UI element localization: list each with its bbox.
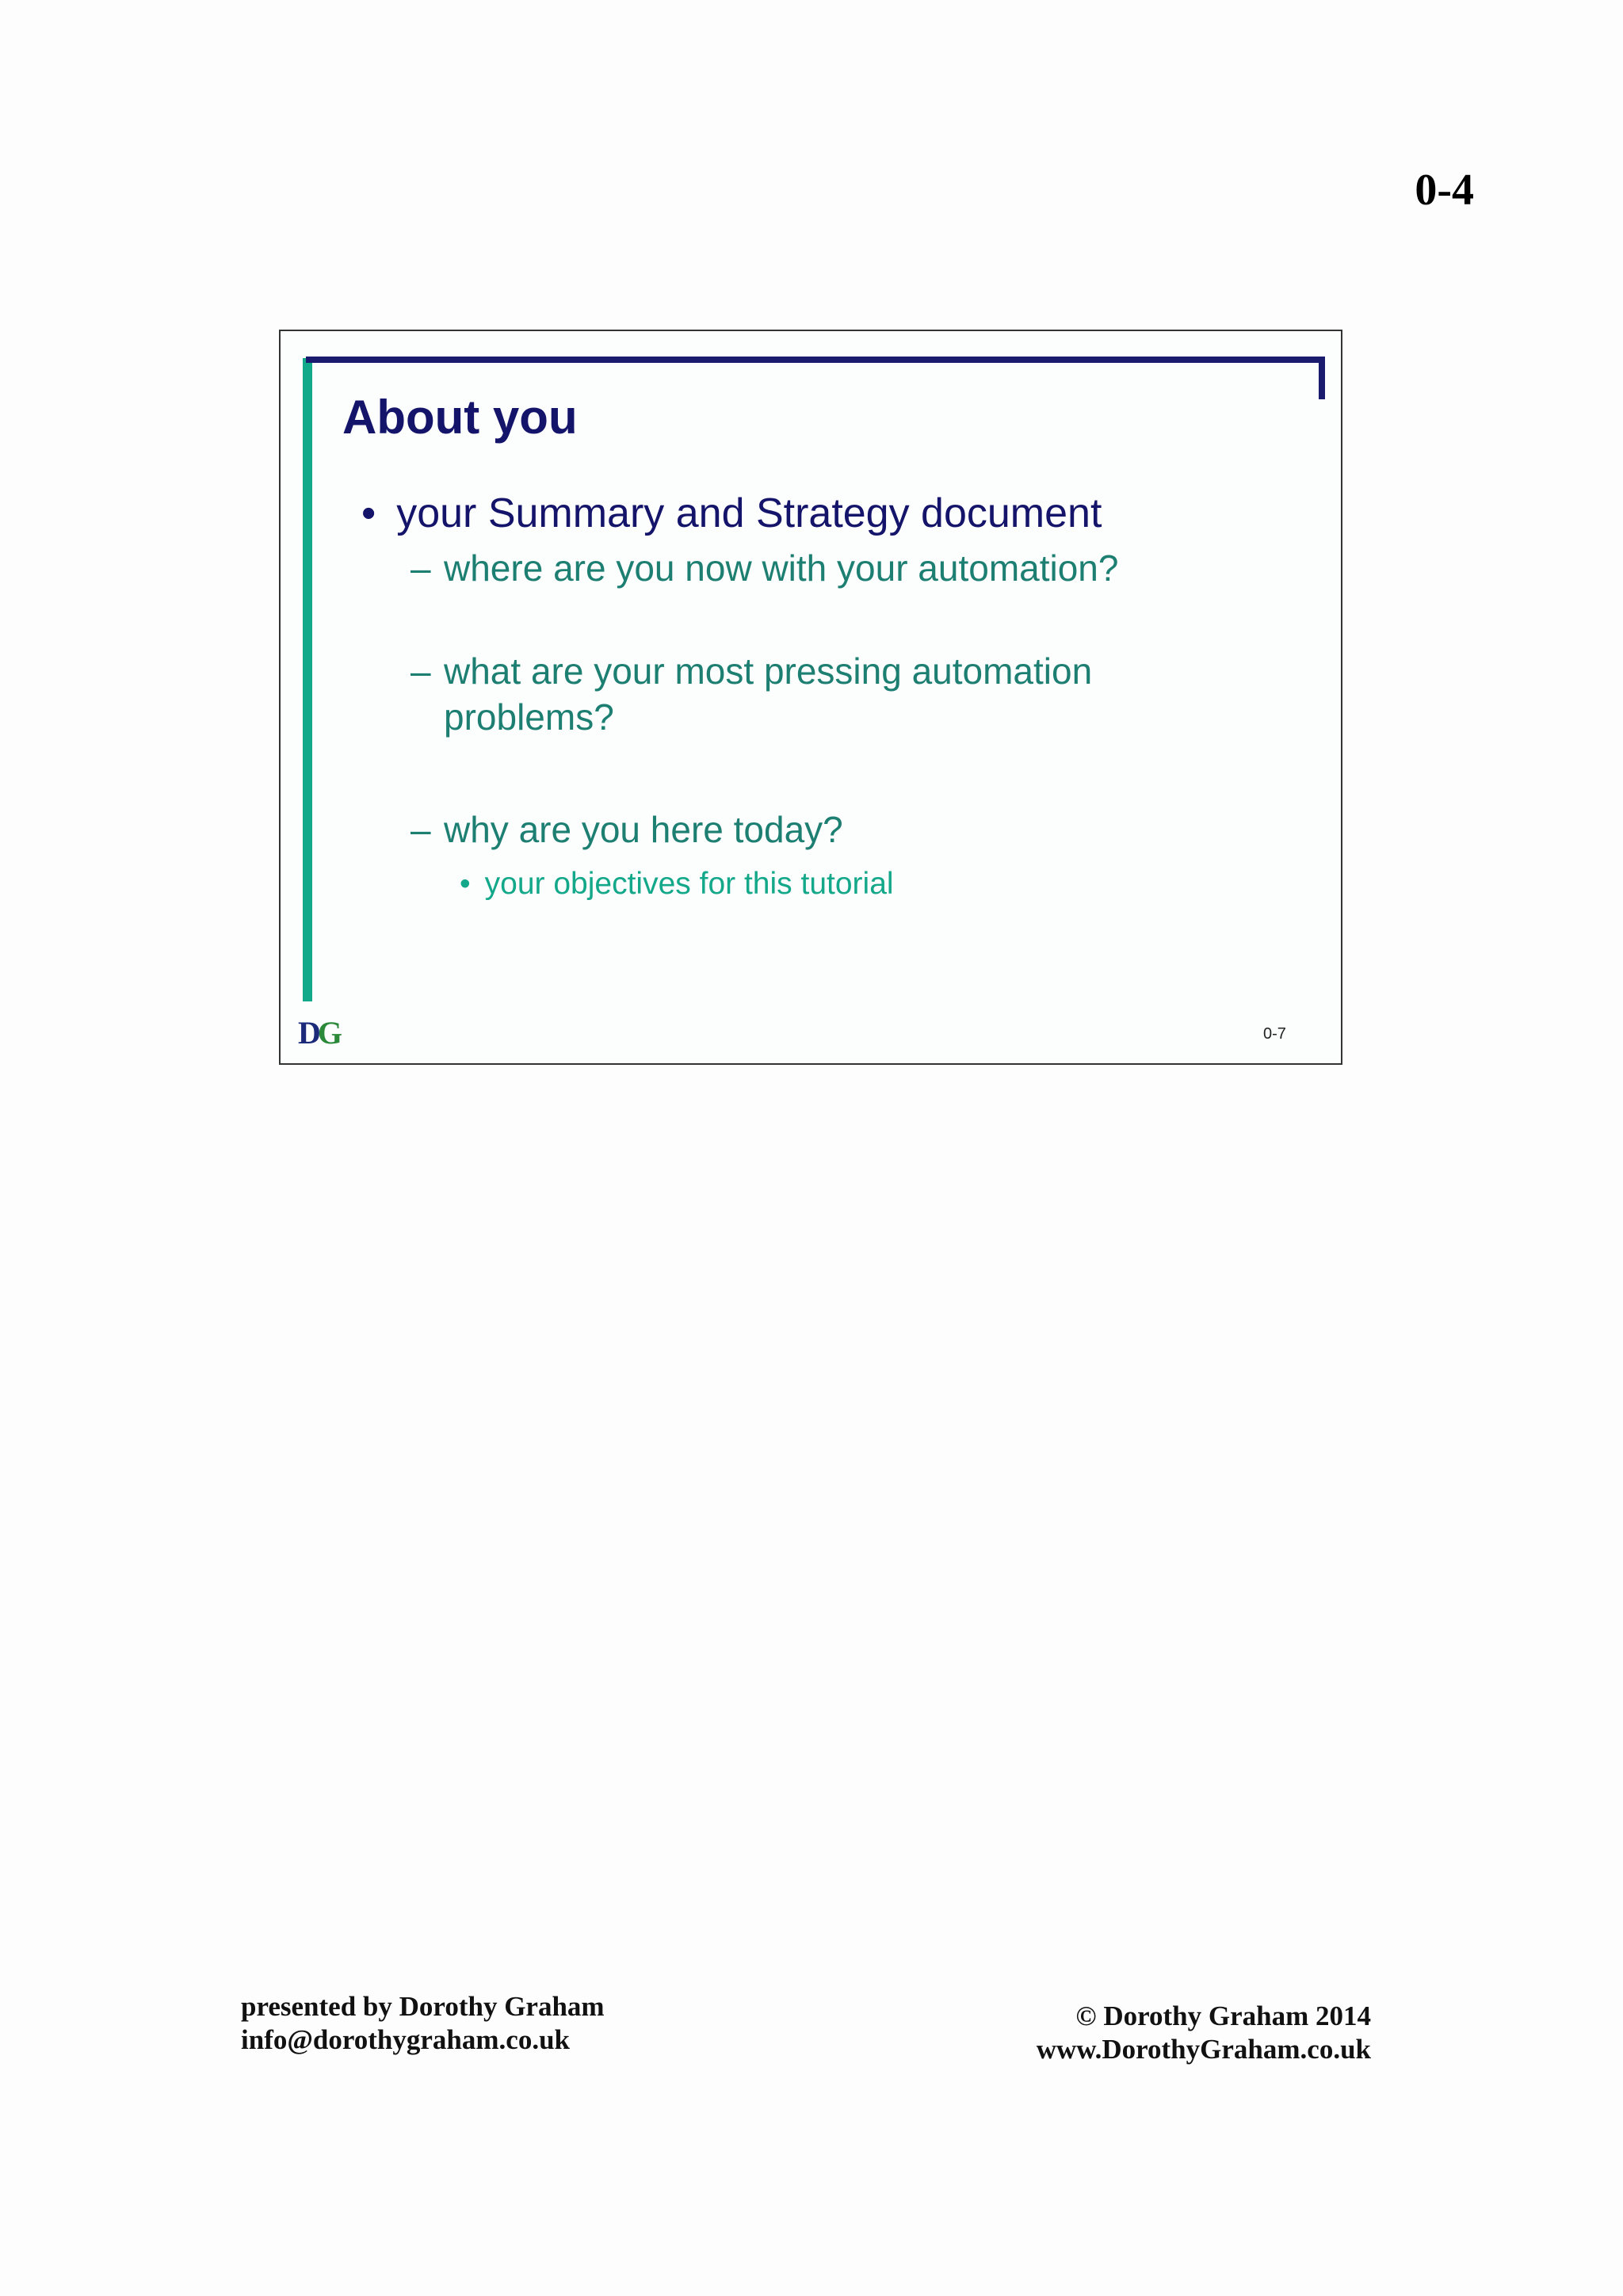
footer-copyright-text: © Dorothy Graham 2014 xyxy=(1075,2000,1371,2031)
sub-bullet-item xyxy=(411,648,1157,740)
page-number: 0-4 xyxy=(1415,166,1474,215)
slide-top-right-tick xyxy=(1319,357,1325,399)
footer-copyright xyxy=(1037,2000,1371,2066)
footer-presenter-name: presented by Dorothy Graham xyxy=(241,1991,605,2022)
sub-bullet-text: why are you here today? xyxy=(444,809,843,850)
dg-logo: DG xyxy=(298,1015,340,1051)
dash-icon: – xyxy=(411,809,431,850)
dash-icon: – xyxy=(411,650,431,692)
slide-left-accent-bar xyxy=(303,358,312,1001)
slide xyxy=(279,330,1342,1065)
sub-bullet-text: where are you now with your automation? xyxy=(444,547,1119,589)
footer-website: www.DorothyGraham.co.uk xyxy=(1036,2034,1371,2065)
sub-bullet-text: what are your most pressing automation problems? xyxy=(444,650,1093,738)
slide-number: 0-7 xyxy=(1263,1025,1286,1043)
sub-sub-bullet-item xyxy=(460,867,894,902)
slide-title: About you xyxy=(342,391,578,444)
dash-icon: – xyxy=(411,547,431,589)
sub-sub-bullet-text: your objectives for this tutorial xyxy=(484,867,894,901)
sub-bullet-item xyxy=(411,807,1157,852)
bullet-dot-icon: • xyxy=(361,490,376,536)
slide-top-accent-bar xyxy=(306,357,1325,363)
sub-bullet-item xyxy=(411,545,1157,591)
bullet-dot-icon: • xyxy=(460,867,471,901)
bullet-item xyxy=(361,490,1102,537)
footer-email: info@dorothygraham.co.uk xyxy=(241,2024,571,2055)
bullet-text: your Summary and Strategy document xyxy=(396,490,1102,536)
footer-presenter xyxy=(241,1990,605,2057)
